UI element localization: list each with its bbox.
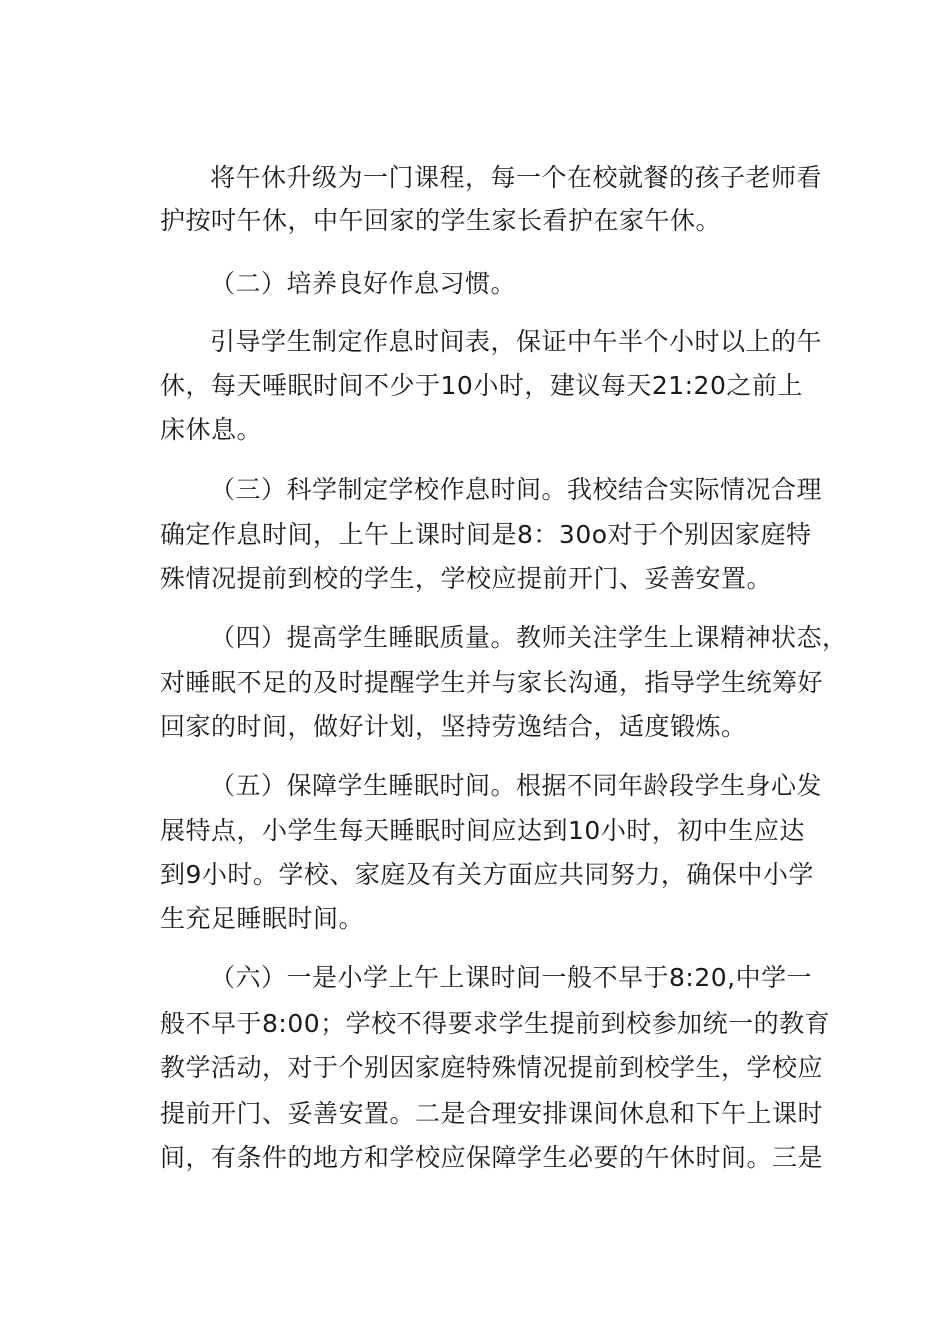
- paragraph-5-line-1: （四）提高学生睡眠质量。教师关注学生上课精神状态，: [210, 623, 848, 652]
- paragraph-1-line-2: 护按吋午休，中午回家的学生家长看护在家午休。: [160, 206, 722, 235]
- paragraph-7-line-5: 间，有条件的地方和学校应保障学生必要的午休时间。三是: [160, 1143, 824, 1172]
- paragraph-6-line-3: 到9小时。学校、家庭及有关方面应共同努力，确保中小学: [160, 860, 814, 889]
- paragraph-3-line-2: 休，每天唾眠时间不少于10小时，建议每天21:20之前上: [160, 371, 803, 400]
- paragraph-3-line-3: 床休息。: [160, 415, 263, 444]
- paragraph-7-line-2: 般不早于8:00；学校不得要求学生提前到校参加统一的教育: [160, 1009, 831, 1038]
- section-heading-2: （二）培养良好作息习惯。: [210, 269, 517, 298]
- paragraph-6-line-4: 生充足睡眠时间。: [160, 904, 365, 933]
- paragraph-7-line-3: 教学活动，对于个别因家庭特殊情况提前到校学生，学校应: [160, 1053, 824, 1082]
- paragraph-7-line-4: 提前开门、妥善安置。二是合理安排课间休息和下午上课时: [160, 1099, 824, 1128]
- paragraph-3-line-1: 引导学生制定作息时间表，保证中午半个小时以上的午: [210, 327, 823, 356]
- paragraph-4-line-2: 确定作息时间，上午上课时间是8：30o对于个别因家庭特: [160, 520, 812, 549]
- paragraph-5-line-2: 对睡眠不足的及时提醒学生并与家长沟通，指导学生统筹好: [160, 668, 824, 697]
- paragraph-4-line-3: 殊情况提前到校的学生，学校应提前开门、妥善安置。: [160, 564, 773, 593]
- paragraph-5-line-3: 回家的时间，做好计划，坚持劳逸结合，适度锻炼。: [160, 712, 747, 741]
- paragraph-6-line-1: （五）保障学生睡眠时间。根据不同年龄段学生身心发: [210, 771, 823, 800]
- paragraph-1-line-1: 将午休升级为一门课程，每一个在校就餐的孩子老师看: [210, 163, 823, 192]
- paragraph-4-line-1: （三）科学制定学校作息时间。我校结合实际情况合理: [210, 475, 823, 504]
- paragraph-7-line-1: （六）一是小学上午上课时间一般不早于8:20,中学一: [210, 963, 813, 992]
- paragraph-6-line-2: 展特点，小学生每天睡眠时间应达到10小时，初中生应达: [160, 816, 805, 845]
